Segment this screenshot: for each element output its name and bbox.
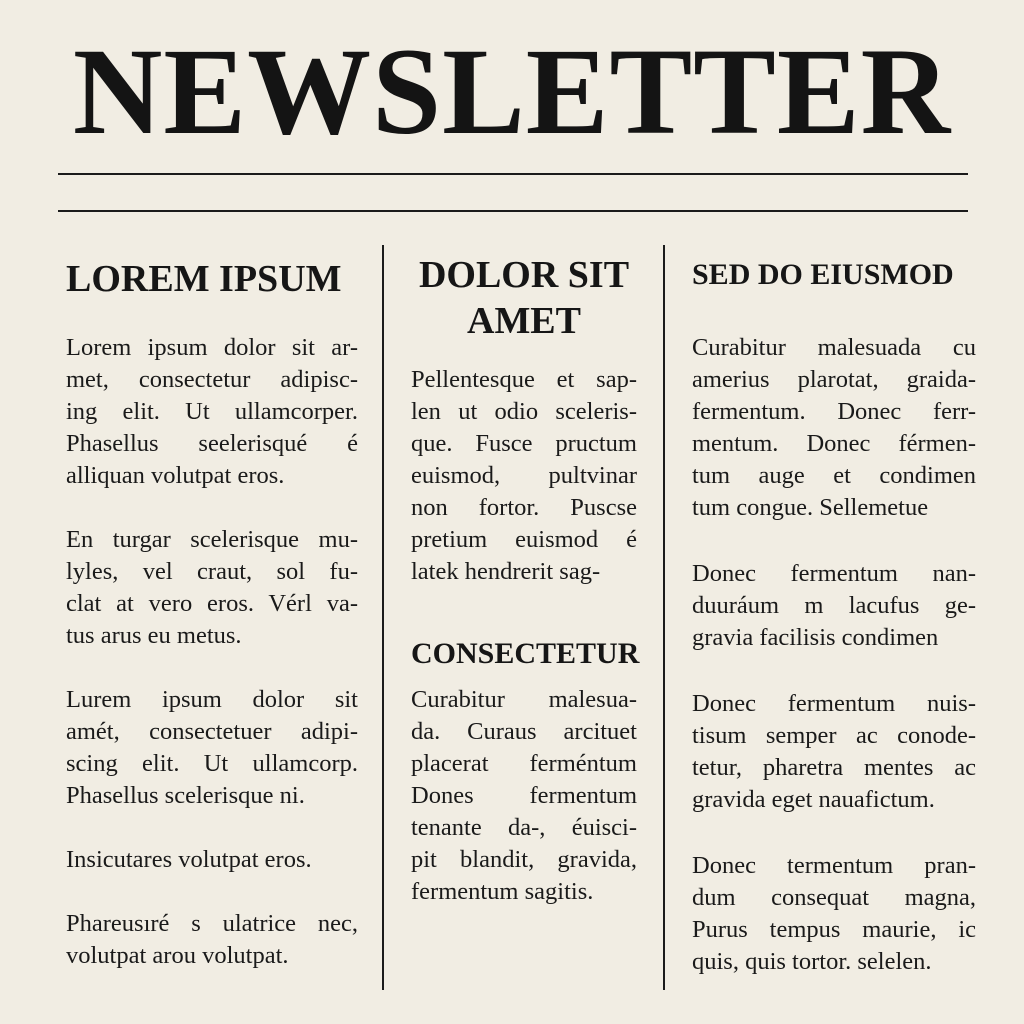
text-line: tus arus eu metus. xyxy=(66,622,242,649)
text-line: alliquan volutpat eros. xyxy=(66,462,285,489)
text-line: Dones fermentum xyxy=(411,782,637,809)
text-line: tum congue. Sellemetue xyxy=(692,494,929,521)
article-paragraph xyxy=(692,850,976,978)
text-line: Curabitur malesua- xyxy=(411,686,637,713)
column-sed-do-eiusmod xyxy=(692,252,976,978)
text-line: clat at vero eros. Vérl va- xyxy=(66,590,358,617)
text-line: dum consequat magna, xyxy=(692,884,976,911)
text-line: gravia facilisis condimen xyxy=(692,624,939,651)
text-line: volutpat arou volutpat. xyxy=(66,942,289,969)
article-paragraph xyxy=(411,684,637,908)
column-lorem-ipsum xyxy=(66,252,358,972)
text-line: mentum. Donec férmen- xyxy=(692,430,976,457)
article-paragraph xyxy=(66,684,358,812)
text-line: Lurem ipsum dolor sit xyxy=(66,686,358,713)
masthead-rule-top xyxy=(58,173,968,175)
text-line: fermentum sagitis. xyxy=(411,878,594,905)
article-paragraph xyxy=(66,908,358,972)
text-line: latek hendrerit sag- xyxy=(411,558,601,585)
text-line: Donec termentum pran- xyxy=(692,852,976,879)
text-line: Pellentesque et sap- xyxy=(411,366,637,393)
column-dolor-sit-amet xyxy=(411,252,640,908)
column-heading: LOREM IPSUM xyxy=(66,258,342,300)
text-line: tenante da-, éuisci- xyxy=(411,814,637,841)
column-heading: SED DO EIUSMOD xyxy=(692,258,954,291)
text-line: tum auge et condimen xyxy=(692,462,976,489)
text-line: pretium euismod é xyxy=(411,526,637,553)
text-line: amerius plarotat, graida- xyxy=(692,366,976,393)
column-divider-left xyxy=(382,245,384,990)
column-heading xyxy=(411,252,637,344)
text-line: non fortor. Puscse xyxy=(411,494,637,521)
column-subheading: CONSECTETUR xyxy=(411,637,640,670)
masthead-rule-bottom xyxy=(58,210,968,212)
text-line: Donec fermentum nan- xyxy=(692,560,976,587)
text-line: gravida eget nauafictum. xyxy=(692,786,935,813)
text-line: Donec fermentum nuis- xyxy=(692,690,976,717)
text-line: quis, quis tortor. selelen. xyxy=(692,948,932,975)
article-paragraph xyxy=(692,688,976,816)
article-paragraph xyxy=(66,524,358,652)
text-line: ing elit. Ut ullamcorper. xyxy=(66,398,358,425)
text-line: pit blandit, gravida, xyxy=(411,846,637,873)
heading-line: AMET xyxy=(467,300,581,342)
article-paragraph xyxy=(692,332,976,524)
text-line: Insicutares volutpat eros. xyxy=(66,846,312,873)
text-line: lyles, vel craut, sol fu- xyxy=(66,558,358,585)
article-paragraph xyxy=(692,558,976,654)
text-line: que. Fusce pructum xyxy=(411,430,637,457)
text-line: met, consectetur adipisc- xyxy=(66,366,358,393)
text-line: Lorem ipsum dolor sit ar- xyxy=(66,334,358,361)
text-line: amét, consectetuer adipi- xyxy=(66,718,358,745)
text-line: scing elit. Ut ullamcorp. xyxy=(66,750,358,777)
text-line: len ut odio sceleris- xyxy=(411,398,637,425)
text-line: euismod, pultvinar xyxy=(411,462,637,489)
text-line: da. Curaus arcituet xyxy=(411,718,637,745)
heading-line: DOLOR SIT xyxy=(418,254,630,296)
article-paragraph xyxy=(411,364,637,588)
text-line: Phareusıré s ulatrice nec, xyxy=(66,910,358,937)
text-line: fermentum. Donec ferr- xyxy=(692,398,976,425)
text-line: tetur, pharetra mentes ac xyxy=(692,754,976,781)
text-line: Purus tempus maurie, ic xyxy=(692,916,976,943)
text-line: tisum semper ac conode- xyxy=(692,722,976,749)
text-line: Curabitur malesuada cu xyxy=(692,334,976,361)
column-divider-right xyxy=(663,245,665,990)
text-line: duuráum m lacufus ge- xyxy=(692,592,976,619)
article-paragraph xyxy=(66,332,358,492)
text-line: En turgar scelerisque mu- xyxy=(66,526,358,553)
text-line: Phasellus scelerisque ni. xyxy=(66,782,305,809)
newsletter-masthead: NEWSLETTER xyxy=(72,23,952,160)
text-line: Phasellus seelerisqué é xyxy=(66,430,358,457)
article-paragraph xyxy=(66,844,358,876)
text-line: placerat ferméntum xyxy=(411,750,637,777)
